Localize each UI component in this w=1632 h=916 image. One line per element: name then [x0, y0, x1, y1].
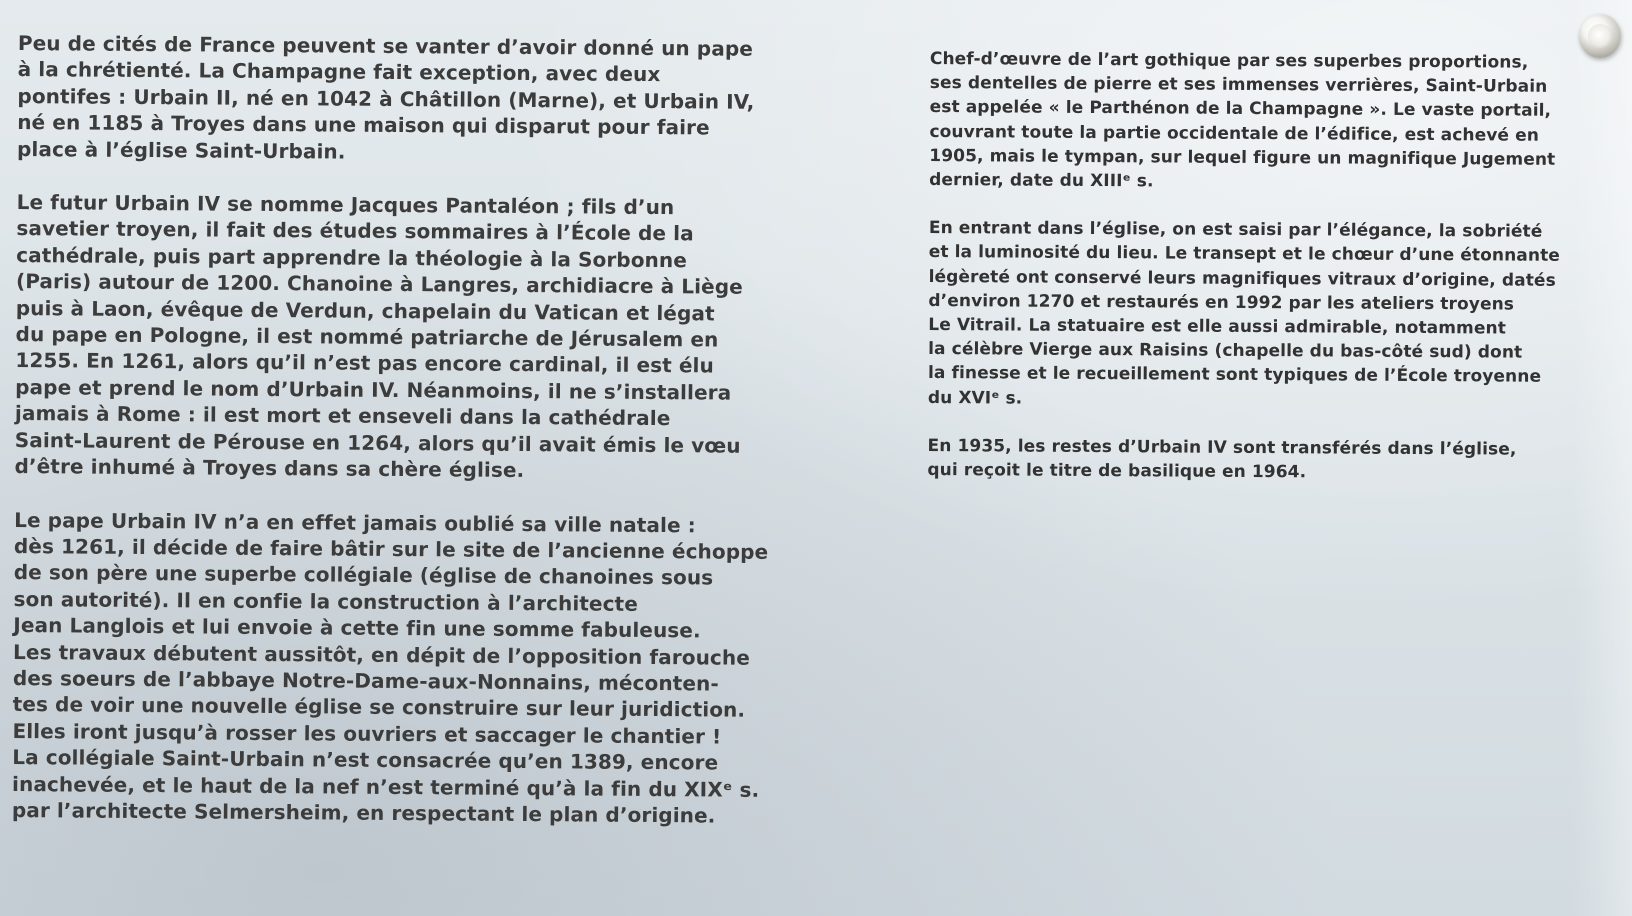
- text-line: Elles iront jusqu’à rosser les ouvriers et saccager le chantier !: [12, 718, 722, 749]
- text-line: Peu de cités de France peuvent se vanter d’avoir donné un pape: [17, 30, 754, 61]
- text-line: Saint-Laurent de Pérouse en 1264, alors qu’il avait émis le vœu: [14, 427, 741, 458]
- text-line: de son père une superbe collégiale (église de chanoines sous: [13, 560, 714, 590]
- text-line: La collégiale Saint-Urbain n’est consacrée qu’en 1389, encore: [12, 745, 719, 775]
- text-line: des soeurs de l’abbaye Notre-Dame-aux-Nonnains, méconten-: [12, 665, 719, 696]
- text-line: jamais à Rome : il est mort et enseveli dans la cathédrale: [14, 401, 671, 431]
- text-line: savetier troyen, il fait des études sommaires à l’École de la: [16, 216, 694, 246]
- text-line: place à l’église Saint-Urbain.: [16, 136, 346, 164]
- paragraph: [16, 30, 755, 167]
- text-line: est appelée « le Parthénon de la Champagne ». Le vaste portail,: [929, 97, 1552, 122]
- paragraph: [14, 189, 743, 485]
- text-line: 1905, mais le tympan, sur lequel figure un magnifique Jugement: [929, 145, 1556, 170]
- text-line: puis à Laon, évêque de Verdun, chapelain du Vatican et légat: [15, 295, 715, 326]
- text-line: cathédrale, puis part apprendre la théologie à la Sorbonne: [16, 242, 688, 273]
- text-line: pontifes : Urbain II, né en 1042 à Châtillon (Marne), et Urbain IV,: [17, 83, 755, 114]
- text-line: son autorité). Il en confie la construction à l’architecte: [13, 586, 639, 616]
- text-line: tes de voir une nouvelle église se construire sur leur juridiction.: [12, 692, 746, 723]
- text-line: Le Vitrail. La statuaire est elle aussi admirable, notamment: [928, 315, 1507, 339]
- text-line: dernier, date du XIIIᵉ s.: [929, 170, 1154, 192]
- text-line: 1255. En 1261, alors qu’il n’est pas encore cardinal, il est élu: [15, 348, 715, 378]
- text-line: d’environ 1270 et restaurés en 1992 par les ateliers troyens: [928, 290, 1515, 315]
- text-line: Chef-d’œuvre de l’art gothique par ses superbes proportions,: [929, 48, 1529, 73]
- text-line: du XVIᵉ s.: [927, 387, 1023, 409]
- text-line: du pape en Pologne, il est nommé patriarche de Jérusalem en: [15, 322, 719, 352]
- text-line: d’être inhumé à Troyes dans sa chère église.: [14, 454, 525, 483]
- text-line: dès 1261, il décide de faire bâtir sur le site de l’ancienne échoppe: [13, 533, 769, 564]
- text-line: En entrant dans l’église, on est saisi par l’élégance, la sobriété: [928, 218, 1543, 242]
- text-line: à la chrétienté. La Champagne fait exception, avec deux: [17, 57, 661, 87]
- text-line: inachevée, et le haut de la nef n’est terminé qu’à la fin du XIXᵉ s.: [11, 771, 760, 802]
- text-line: En 1935, les restes d’Urbain IV sont transférés dans l’église,: [927, 435, 1517, 460]
- paragraph: [927, 434, 1527, 486]
- text-line: légèreté ont conservé leurs magnifiques vitraux d’origine, datés: [928, 266, 1556, 291]
- text-line: Le pape Urbain IV n’a en effet jamais oublié sa ville natale :: [14, 507, 696, 537]
- left-text-column: [11, 30, 769, 856]
- paragraph: [927, 216, 1561, 413]
- paragraph: [929, 47, 1556, 196]
- mounting-screw-icon: [1579, 14, 1621, 58]
- text-line: la célèbre Vierge aux Raisins (chapelle du bas-côté sud) dont: [928, 339, 1523, 363]
- panel-edge-sheen: [1572, 0, 1632, 916]
- text-line: pape et prend le nom d’Urbain IV. Néanmoins, il ne s’installera: [15, 374, 732, 405]
- text-line: Jean Langlois et lui envoie à cette fin une somme fabuleuse.: [13, 613, 701, 643]
- text-line: couvrant toute la partie occidentale de l’édifice, est achevé en: [929, 121, 1540, 146]
- text-line: ses dentelles de pierre et ses immenses verrières, Saint-Urbain: [929, 73, 1548, 97]
- text-line: (Paris) autour de 1200. Chanoine à Langres, archidiacre à Liège: [15, 269, 743, 299]
- right-text-column: [927, 47, 1561, 510]
- text-line: et la luminosité du lieu. Le transept et le chœur d’une étonnante: [928, 242, 1561, 267]
- text-line: né en 1185 à Troyes dans une maison qui disparut pour faire: [17, 110, 710, 140]
- text-line: Le futur Urbain IV se nomme Jacques Pantaléon ; fils d’un: [16, 190, 675, 220]
- text-line: Les travaux débutent aussitôt, en dépit de l’opposition farouche: [13, 639, 751, 670]
- text-line: la finesse et le recueillement sont typiques de l’École troyenne: [927, 363, 1542, 388]
- text-line: par l’architecte Selmersheim, en respectant le plan d’origine.: [11, 797, 716, 828]
- text-line: qui reçoit le titre de basilique en 1964.: [927, 460, 1307, 483]
- paragraph: [11, 506, 769, 828]
